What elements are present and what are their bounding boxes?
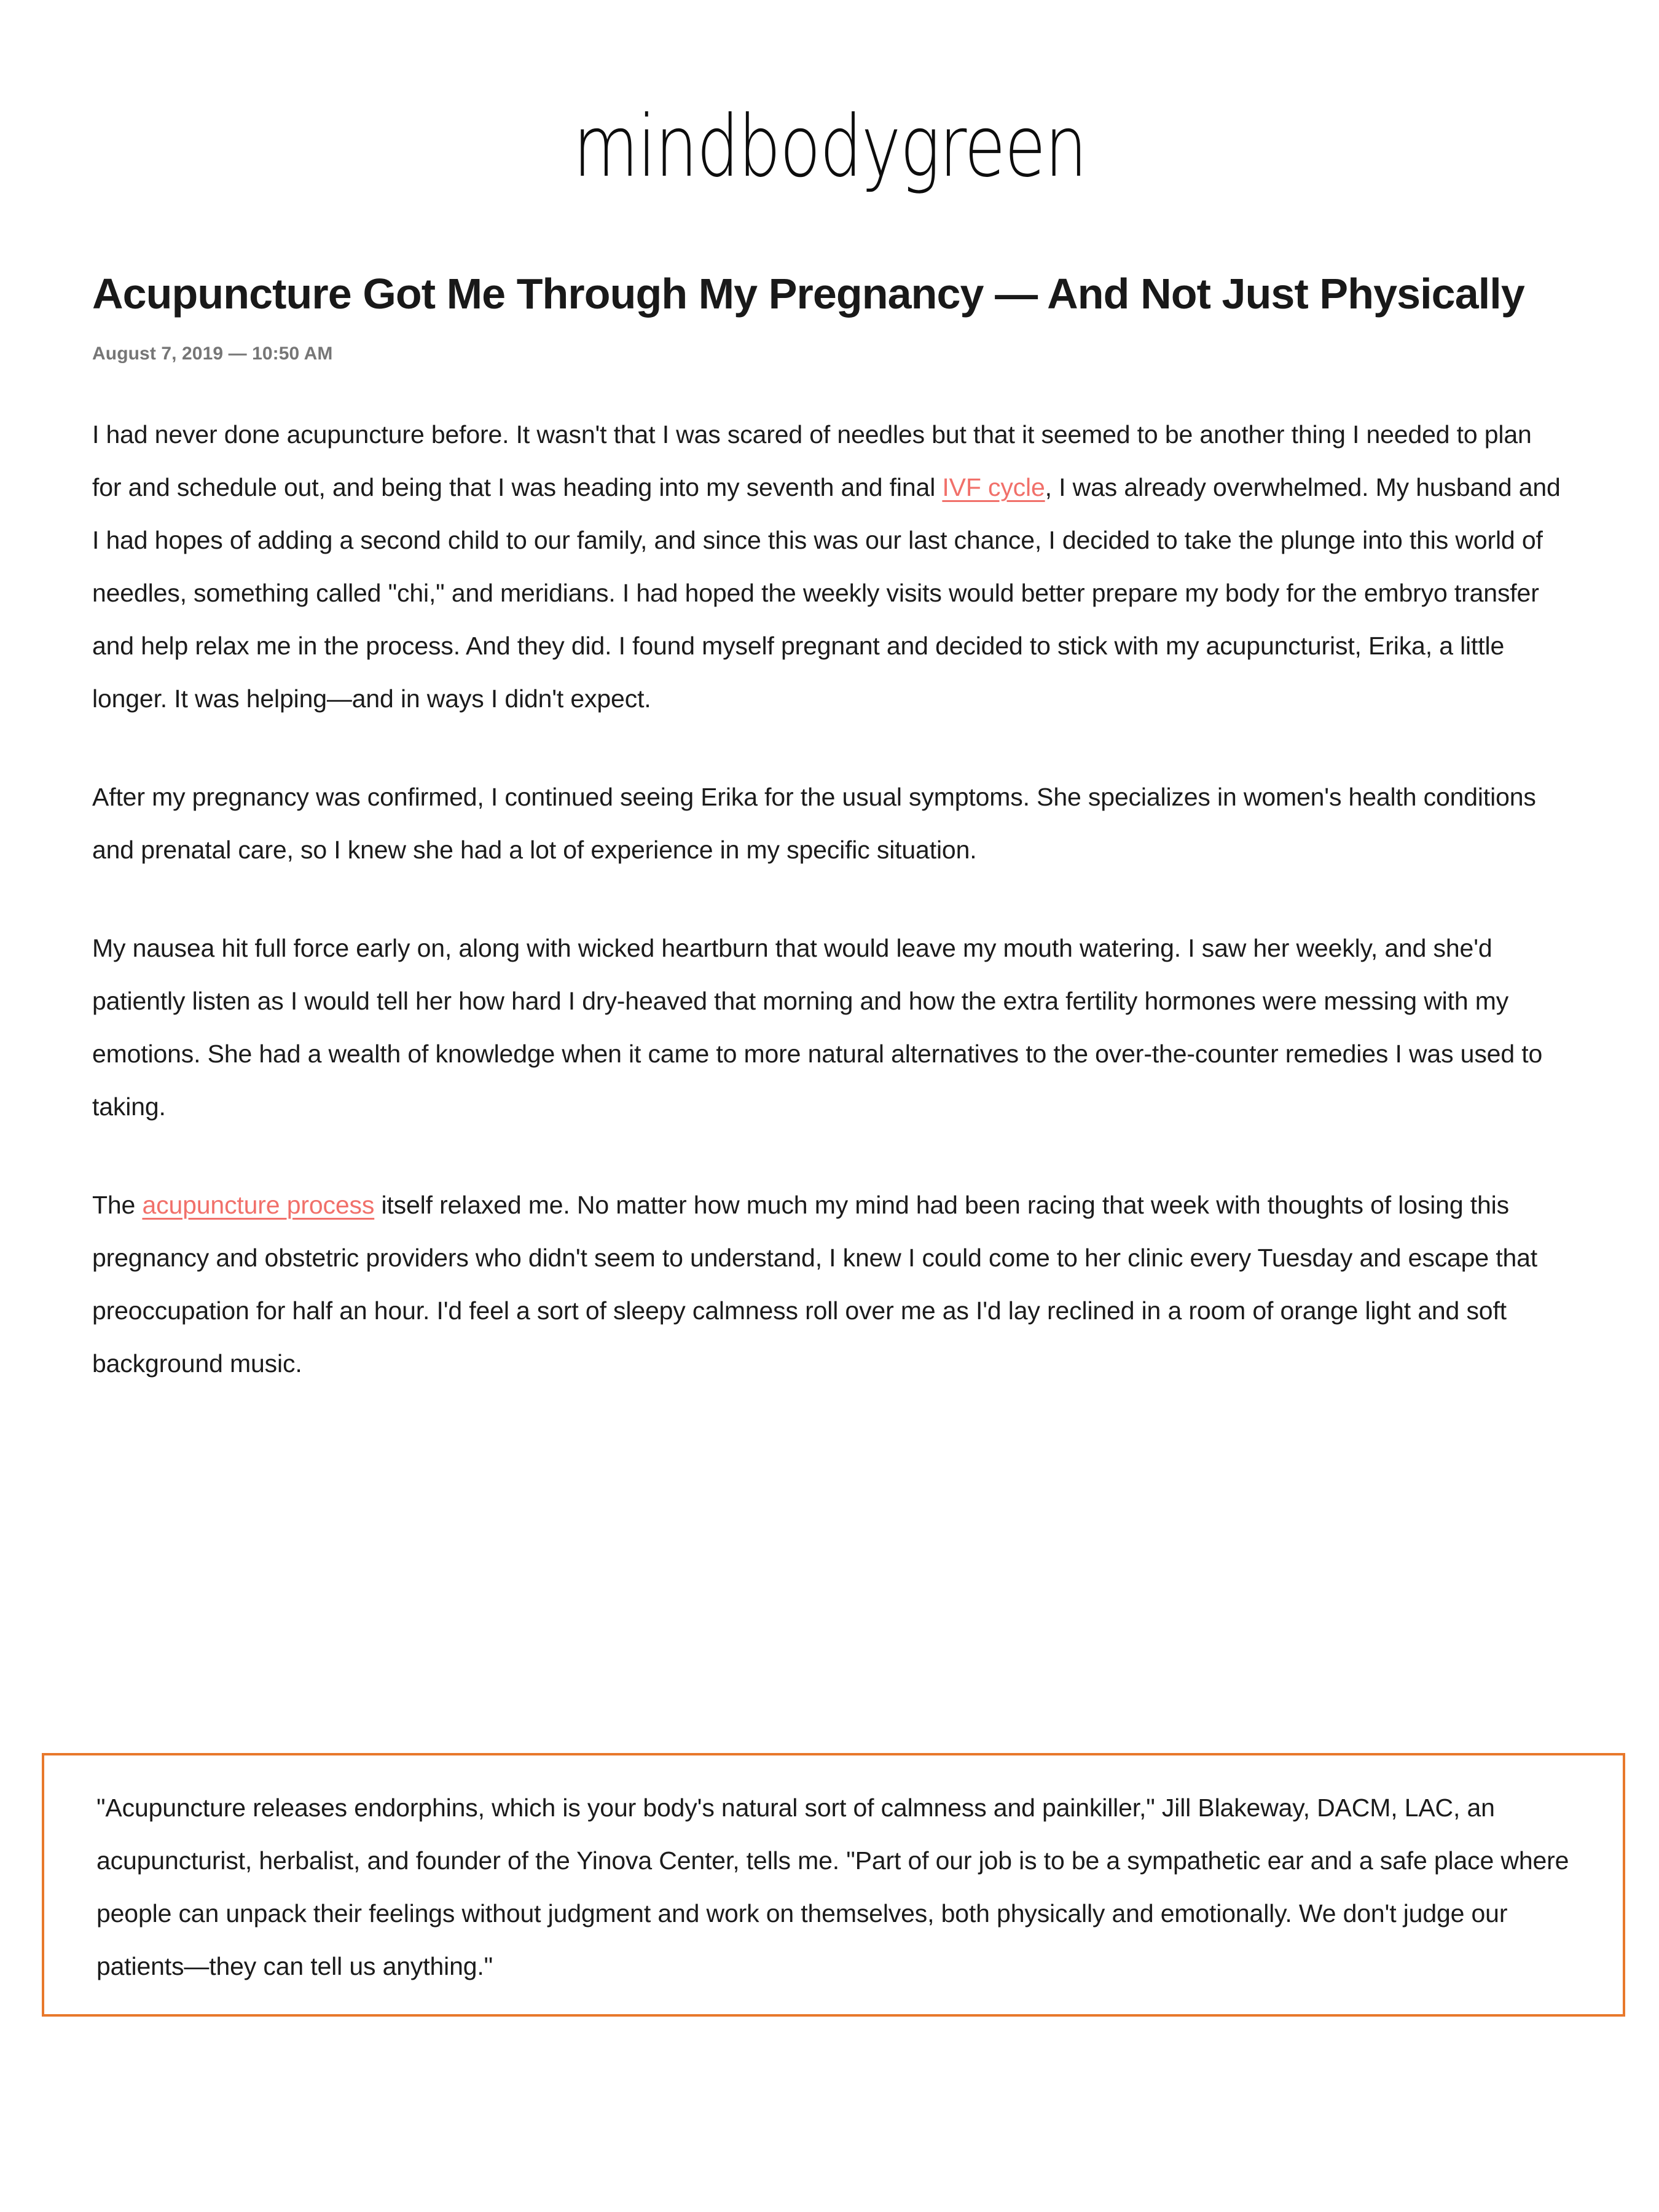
paragraph-1-text-after: , I was already overwhelmed. My husband and I had hopes of adding a second child to our family, and since this was our last chance, I decided to take the plunge into this world of needles, something called "chi," and meridians. I had hoped the weekly visits would better prepare my body for the embryo transfer and help relax me in the process. And they did. I found myself pregnant and decided to stick with my acupuncturist, Erika, a little longer. It was helping—and in ways I didn't expect. <box>92 473 1561 713</box>
acupuncture-process-link[interactable]: acupuncture process <box>142 1191 375 1219</box>
ivf-cycle-link[interactable]: IVF cycle <box>942 473 1045 501</box>
mindbodygreen-logo[interactable]: mindbodygreen <box>573 97 1086 196</box>
paragraph-3: My nausea hit full force early on, along with wicked heartburn that would leave my mouth watering. I saw her weekly, and she'd patiently listen as I would tell her how hard I dry-heaved that morning and how the extra fertility hormones were messing with my emotions. She had a wealth of knowledge when it came to more natural alternatives to the over-the-counter remedies I was used to taking. <box>92 934 1543 1121</box>
site-masthead <box>0 97 1659 196</box>
paragraph-4-text-after: itself relaxed me. No matter how much my mind had been racing that week with thoughts of losing this pregnancy and obstetric providers who didn't seem to understand, I knew I could come to her clinic every Tuesday and escape that preoccupation for half an hour. I'd feel a sort of sleepy calmness roll over me as I'd lay reclined in a room of orange light and soft background music. <box>92 1191 1538 1378</box>
pull-quote-text: "Acupuncture releases endorphins, which is your body's natural sort of calmness and painkiller," Jill Blakeway, DACM, LAC, an acupuncturist, herbalist, and founder of the Yinova Center, tells me. "Part of our job is to be a sympathetic ear and a safe place where people can unpack their feelings without judgment and work on themselves, both physically and emotionally. We don't judge our patients—they can tell us anything." <box>96 1794 1569 1980</box>
article-paragraphs <box>92 366 1567 1390</box>
paragraph-2: After my pregnancy was confirmed, I continued seeing Erika for the usual symptoms. She specializes in women's health conditions and prenatal care, so I knew she had a lot of experience in my specific situation. <box>92 783 1536 864</box>
article-timestamp: August 7, 2019 — 10:50 AM <box>92 343 333 364</box>
paragraph-4-text-before: The <box>92 1191 143 1219</box>
paragraph-1-text-before: I had never done acupuncture before. It wasn't that I was scared of needles but that it seemed to be another thing I needed to plan for and schedule out, and being that I was heading into my seventh and final <box>92 420 1532 501</box>
paragraph-1 <box>92 408 1567 725</box>
pull-quote-box <box>42 1753 1625 2017</box>
article-body <box>92 264 1567 1435</box>
paragraph-4 <box>92 1179 1567 1390</box>
page-title: Acupuncture Got Me Through My Pregnancy — And Not Just Physically <box>92 270 1524 318</box>
